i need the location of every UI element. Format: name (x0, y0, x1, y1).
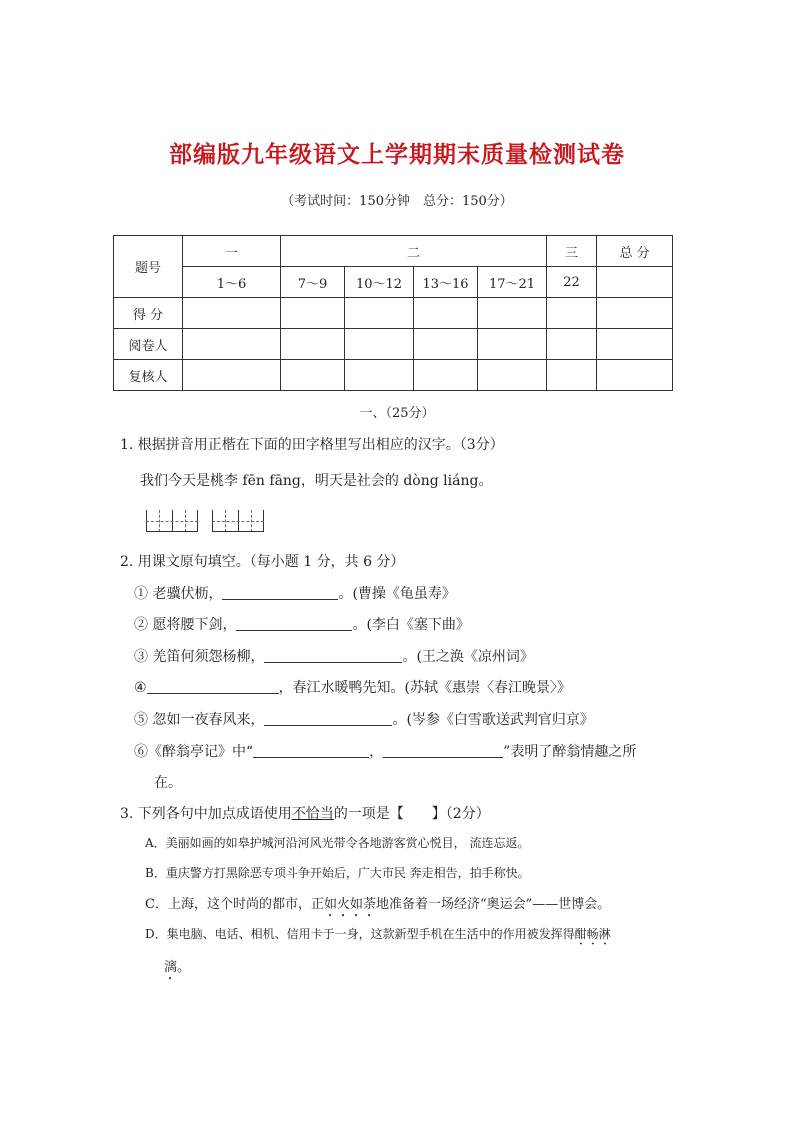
fill-item-6 (134, 741, 636, 761)
item-range: 22 (547, 267, 597, 298)
score-cell[interactable] (281, 360, 345, 391)
answer-blank[interactable] (264, 648, 402, 663)
item-range: 10～12 (345, 267, 414, 298)
item-range: 7～9 (281, 267, 345, 298)
writing-grid-1[interactable] (146, 510, 198, 532)
fill-item-tail: ”表明了醉翁情趣之所 (503, 744, 637, 760)
score-cell[interactable] (478, 329, 547, 360)
option-c-text-end: 地准备着一场经济“奥运会”——世博会。 (375, 897, 611, 912)
option-c-text: C．上海，这个时尚的都市，正 (145, 897, 324, 912)
item-range: 17～21 (478, 267, 547, 298)
question-1-sentence: 我们今天是桃李 fēn fāng，明天是社会的 dòng liáng。 (140, 473, 493, 489)
fill-item-5 (134, 709, 594, 729)
row-label-score: 得 分 (114, 298, 183, 329)
fill-item-source: 。(曹操《龟虽寿》 (338, 586, 456, 602)
fill-item-1 (134, 583, 456, 603)
score-cell[interactable] (478, 360, 547, 391)
page-title: 部编版九年级语文上学期期末质量检测试卷 (169, 141, 625, 168)
score-table (113, 235, 673, 391)
option-b[interactable]: B．重庆警方打黑除恶专项斗争开始后，广大市民 奔走相告，拍手称快。 (145, 866, 530, 880)
score-cell[interactable] (414, 360, 478, 391)
option-d-continued (164, 956, 190, 983)
score-cell[interactable] (183, 298, 281, 329)
fill-item-source: 。(岑参《白雪歌送武判官归京》 (392, 712, 594, 728)
fill-item-text: ⑥《醉翁亭记》中“ (134, 744, 254, 760)
fill-item-source: 。(李白《塞下曲》 (352, 617, 470, 633)
fill-item-text: ④ (134, 680, 147, 696)
fill-item-6-continued: 在。 (154, 775, 182, 791)
question-2: 2. 用课文原句填空。（每小题 1 分，共 6 分） (120, 554, 405, 570)
score-cell[interactable] (345, 329, 414, 360)
fill-item-text: ⑤ 忽如一夜春风来， (134, 712, 265, 728)
option-d[interactable] (145, 925, 611, 948)
item-range: 13～16 (414, 267, 478, 298)
row-header-number: 题号 (114, 236, 183, 298)
fill-item-source: ，春江水暖鸭先知。(苏轼《惠崇〈春江晚景〉》 (278, 680, 572, 696)
question-3-emphasis: 不恰当 (291, 806, 334, 822)
option-c[interactable] (145, 893, 610, 920)
fill-item-4 (134, 677, 571, 697)
score-cell[interactable] (597, 360, 673, 391)
answer-blank[interactable] (383, 743, 503, 758)
section-one-heading: 一、（25分） (359, 406, 435, 421)
score-cell[interactable] (281, 329, 345, 360)
writing-grid-2[interactable] (212, 510, 264, 532)
group-total: 总 分 (597, 236, 673, 267)
question-1: 1. 根据拼音用正楷在下面的田字格里写出相应的汉字。（3分） (120, 437, 504, 453)
exam-info: （考试时间：150分钟 总分：150分） (281, 194, 513, 209)
row-label-reviewer: 复核人 (114, 360, 183, 391)
fill-item-text: ① 老骥伏枥， (134, 586, 223, 602)
option-d-idiom-end: 漓 (164, 960, 178, 975)
fill-item-separator: ， (369, 744, 384, 760)
score-cell[interactable] (547, 360, 597, 391)
score-cell[interactable] (281, 298, 345, 329)
answer-blank[interactable] (236, 616, 352, 631)
answer-blank[interactable] (222, 585, 338, 600)
fill-item-text: ③ 羌笛何须怨杨柳， (134, 649, 265, 665)
fill-item-3 (134, 646, 534, 666)
fill-item-2 (134, 614, 470, 634)
group-one: 一 (183, 236, 281, 267)
option-d-period: 。 (177, 960, 191, 975)
option-c-idiom: 如火如荼 (323, 897, 376, 912)
score-cell[interactable] (183, 360, 281, 391)
score-cell[interactable] (597, 329, 673, 360)
option-d-idiom: 酣畅淋 (574, 927, 611, 941)
fill-item-text: ② 愿将腰下剑， (134, 617, 237, 633)
question-3-text: 3. 下列各句中加点成语使用 (120, 806, 292, 822)
question-3 (120, 803, 490, 823)
option-d-text: D．集电脑、电话、相机、信用卡于一身，这款新型手机在生活中的作用被发挥得 (145, 927, 575, 941)
score-cell[interactable] (478, 298, 547, 329)
score-cell[interactable] (183, 329, 281, 360)
score-cell[interactable] (547, 329, 597, 360)
score-cell[interactable] (597, 298, 673, 329)
option-a[interactable]: A．美丽如画的如皋护城河沿河风光带令各地游客赏心悦目， 流连忘返。 (145, 836, 530, 850)
group-three: 三 (547, 236, 597, 267)
question-3-text-end: 的一项是【 】（2分） (333, 806, 490, 822)
score-cell[interactable] (345, 298, 414, 329)
score-cell[interactable] (547, 298, 597, 329)
row-label-grader: 阅卷人 (114, 329, 183, 360)
item-range: 1～6 (183, 267, 281, 298)
score-cell[interactable] (414, 329, 478, 360)
answer-blank[interactable] (264, 711, 392, 726)
fill-item-source: 。(王之涣《凉州词》 (402, 649, 534, 665)
answer-blank[interactable] (147, 679, 279, 694)
empty-cell (597, 267, 673, 298)
score-cell[interactable] (345, 360, 414, 391)
answer-blank[interactable] (253, 743, 369, 758)
score-cell[interactable] (414, 298, 478, 329)
group-two: 二 (281, 236, 547, 267)
